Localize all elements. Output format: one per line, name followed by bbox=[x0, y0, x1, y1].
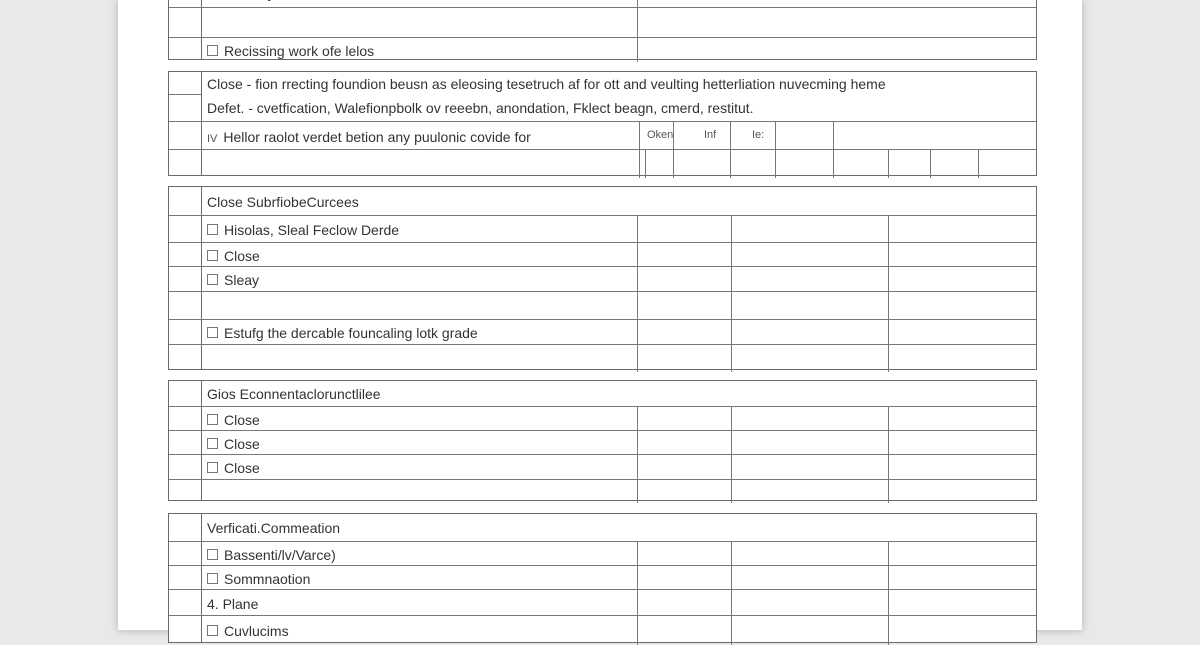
row-content bbox=[207, 248, 260, 264]
table-row bbox=[201, 94, 1036, 121]
table-row bbox=[201, 242, 1036, 267]
cell-divider bbox=[888, 292, 889, 320]
checkbox[interactable] bbox=[207, 438, 218, 449]
row-content bbox=[207, 194, 359, 210]
table-row bbox=[201, 149, 1036, 178]
table-row bbox=[201, 37, 1036, 62]
cell-divider bbox=[731, 407, 732, 431]
table-row bbox=[201, 430, 1036, 455]
table-row bbox=[201, 344, 1036, 372]
row-content bbox=[207, 129, 531, 145]
gutter-line bbox=[169, 94, 201, 95]
row-label: Close bbox=[224, 435, 260, 452]
row-number-gutter bbox=[169, 0, 202, 59]
gutter-line bbox=[169, 406, 201, 407]
cell-divider bbox=[645, 150, 646, 178]
cell-divider bbox=[731, 480, 732, 503]
cell-divider bbox=[833, 122, 834, 150]
row-label: Recissing work ofe lelos bbox=[224, 42, 375, 59]
gutter-line bbox=[169, 319, 201, 320]
cell-divider bbox=[637, 345, 638, 372]
row-label: Close bbox=[224, 411, 260, 428]
section-s3-table bbox=[168, 186, 1037, 370]
row-prefix: IV bbox=[207, 132, 218, 145]
row-label: Close SubrfiobeCurcees bbox=[207, 193, 359, 210]
table-row bbox=[201, 565, 1036, 590]
cell-divider bbox=[775, 150, 776, 178]
row-label: Defet. - cvetfication, Walefionpbolk ov reeebn, anondation, Fklect beagn, cmerd, restitut. bbox=[207, 100, 754, 116]
row-label: Close bbox=[224, 247, 260, 264]
cell-divider bbox=[888, 616, 889, 645]
cell-divider bbox=[639, 122, 640, 150]
section-s4-table bbox=[168, 380, 1037, 501]
row-label: Bassenti/lv/Varce) bbox=[224, 546, 336, 563]
checkbox[interactable] bbox=[207, 625, 218, 636]
gutter-line bbox=[169, 149, 201, 150]
row-content bbox=[207, 412, 260, 428]
cell-divider bbox=[637, 216, 638, 243]
cell-divider bbox=[730, 122, 731, 150]
cell-divider bbox=[637, 267, 638, 292]
cell-divider bbox=[637, 320, 638, 345]
table-row bbox=[201, 541, 1036, 566]
cell-divider bbox=[888, 407, 889, 431]
cell-divider bbox=[637, 407, 638, 431]
gutter-line bbox=[169, 565, 201, 566]
table-row bbox=[201, 0, 1036, 7]
cell-divider bbox=[637, 292, 638, 320]
cell-divider bbox=[731, 292, 732, 320]
cell-divider bbox=[637, 0, 638, 7]
section-header-row bbox=[201, 381, 1036, 406]
table-row bbox=[201, 615, 1036, 645]
gutter-line bbox=[169, 242, 201, 243]
cell-divider bbox=[978, 150, 979, 178]
table-row bbox=[201, 454, 1036, 480]
cell-divider bbox=[888, 566, 889, 590]
row-content bbox=[207, 43, 374, 59]
row-label: Close bbox=[224, 460, 260, 476]
gutter-line bbox=[169, 615, 201, 616]
checkbox[interactable] bbox=[207, 414, 218, 425]
cell-label: Inf bbox=[704, 129, 717, 141]
row-content bbox=[207, 460, 260, 476]
cell-divider bbox=[637, 616, 638, 645]
gutter-line bbox=[169, 266, 201, 267]
gutter-line bbox=[169, 215, 201, 216]
cell-divider bbox=[731, 345, 732, 372]
cell-divider bbox=[730, 150, 731, 178]
cell-divider bbox=[637, 431, 638, 455]
checkbox[interactable] bbox=[207, 462, 218, 473]
row-content bbox=[207, 325, 478, 341]
cell-label: Oken bbox=[647, 129, 674, 141]
gutter-line bbox=[169, 454, 201, 455]
row-content bbox=[207, 386, 381, 402]
checkbox[interactable] bbox=[207, 573, 218, 584]
cell-divider bbox=[731, 590, 732, 616]
cell-divider bbox=[888, 243, 889, 267]
table-row bbox=[201, 319, 1036, 345]
table-row bbox=[201, 121, 1036, 150]
checkbox[interactable] bbox=[207, 274, 218, 285]
gutter-line bbox=[169, 430, 201, 431]
row-content bbox=[207, 571, 310, 587]
row-content bbox=[207, 100, 754, 116]
row-label bbox=[224, 0, 301, 1]
section-s2-table bbox=[168, 71, 1037, 176]
row-label: 4. Plane bbox=[207, 595, 259, 612]
row-number-gutter bbox=[169, 72, 202, 175]
cell-divider bbox=[930, 150, 931, 178]
row-number-gutter bbox=[169, 514, 202, 642]
cell-divider bbox=[731, 455, 732, 480]
cell-divider bbox=[637, 566, 638, 590]
section-header-row bbox=[201, 514, 1036, 541]
row-label: Sommnaotion bbox=[224, 570, 311, 587]
table-row bbox=[201, 479, 1036, 503]
row-content bbox=[207, 520, 340, 536]
cell-divider bbox=[673, 150, 674, 178]
gutter-line bbox=[169, 37, 201, 38]
gutter-line bbox=[169, 344, 201, 345]
cell-divider bbox=[888, 590, 889, 616]
cell-divider bbox=[637, 590, 638, 616]
cell-divider bbox=[637, 243, 638, 267]
checkbox[interactable] bbox=[207, 250, 218, 261]
section-header-row bbox=[201, 187, 1036, 215]
row-content bbox=[207, 0, 301, 1]
cell-divider bbox=[833, 150, 834, 178]
gutter-line bbox=[169, 121, 201, 122]
gutter-line bbox=[169, 589, 201, 590]
cell-divider bbox=[731, 320, 732, 345]
table-row bbox=[201, 7, 1036, 38]
cell-divider bbox=[731, 243, 732, 267]
row-content bbox=[207, 547, 336, 563]
row-label: Hisolas, Sleal Feclow Derde bbox=[224, 222, 400, 238]
cell-divider bbox=[888, 455, 889, 480]
section-s5-table bbox=[168, 513, 1037, 643]
cell-divider bbox=[637, 455, 638, 480]
row-content bbox=[207, 596, 258, 612]
cell-divider bbox=[637, 8, 638, 38]
row-label: Close - fion rrecting foundion beusn as eleosing tesetruch af for ott and veulting hetterliation nuvecming heme bbox=[207, 75, 886, 92]
cell-divider bbox=[731, 267, 732, 292]
cell-divider bbox=[775, 122, 776, 150]
table-row bbox=[201, 266, 1036, 292]
gutter-line bbox=[169, 479, 201, 480]
cell-divider bbox=[731, 616, 732, 645]
cell-divider bbox=[888, 542, 889, 566]
cell-divider bbox=[888, 216, 889, 243]
cell-divider bbox=[888, 150, 889, 178]
row-content bbox=[207, 272, 259, 288]
row-content bbox=[207, 222, 399, 238]
table-row bbox=[201, 215, 1036, 243]
row-label: Estufg the dercable founcaling lotk grade bbox=[224, 325, 478, 341]
cell-divider bbox=[888, 431, 889, 455]
checkbox[interactable] bbox=[207, 224, 218, 235]
checkbox[interactable] bbox=[207, 327, 218, 338]
cell-divider bbox=[888, 320, 889, 345]
row-label: Hellor raolot verdet betion any puulonic covide for bbox=[223, 128, 531, 145]
table-row bbox=[201, 291, 1036, 320]
cell-divider bbox=[731, 566, 732, 590]
cell-divider bbox=[888, 480, 889, 503]
cell-divider bbox=[639, 150, 640, 178]
row-label: Verficati.Commeation bbox=[207, 520, 341, 536]
row-number-gutter bbox=[169, 381, 202, 500]
cell-divider bbox=[637, 542, 638, 566]
cell-divider bbox=[731, 431, 732, 455]
row-content bbox=[207, 76, 886, 92]
row-content bbox=[207, 436, 260, 452]
checkbox[interactable] bbox=[207, 45, 218, 56]
gutter-line bbox=[169, 7, 201, 8]
section-s1-table bbox=[168, 0, 1037, 60]
cell-divider bbox=[637, 38, 638, 62]
gutter-line bbox=[169, 541, 201, 542]
cell-divider bbox=[888, 267, 889, 292]
table-row bbox=[201, 406, 1036, 431]
row-label: Gios Econnentaclorunctlilee bbox=[207, 386, 381, 402]
table-row bbox=[201, 589, 1036, 616]
cell-divider bbox=[637, 480, 638, 503]
cell-divider bbox=[888, 345, 889, 372]
gutter-line bbox=[169, 291, 201, 292]
cell-divider bbox=[731, 542, 732, 566]
row-label: Sleay bbox=[224, 272, 260, 288]
checkbox[interactable] bbox=[207, 549, 218, 560]
cell-label: Ie: bbox=[752, 129, 765, 141]
row-content bbox=[207, 623, 289, 639]
section-header-row bbox=[201, 72, 1036, 94]
cell-divider bbox=[731, 216, 732, 243]
row-label: Cuvlucims bbox=[224, 623, 289, 639]
